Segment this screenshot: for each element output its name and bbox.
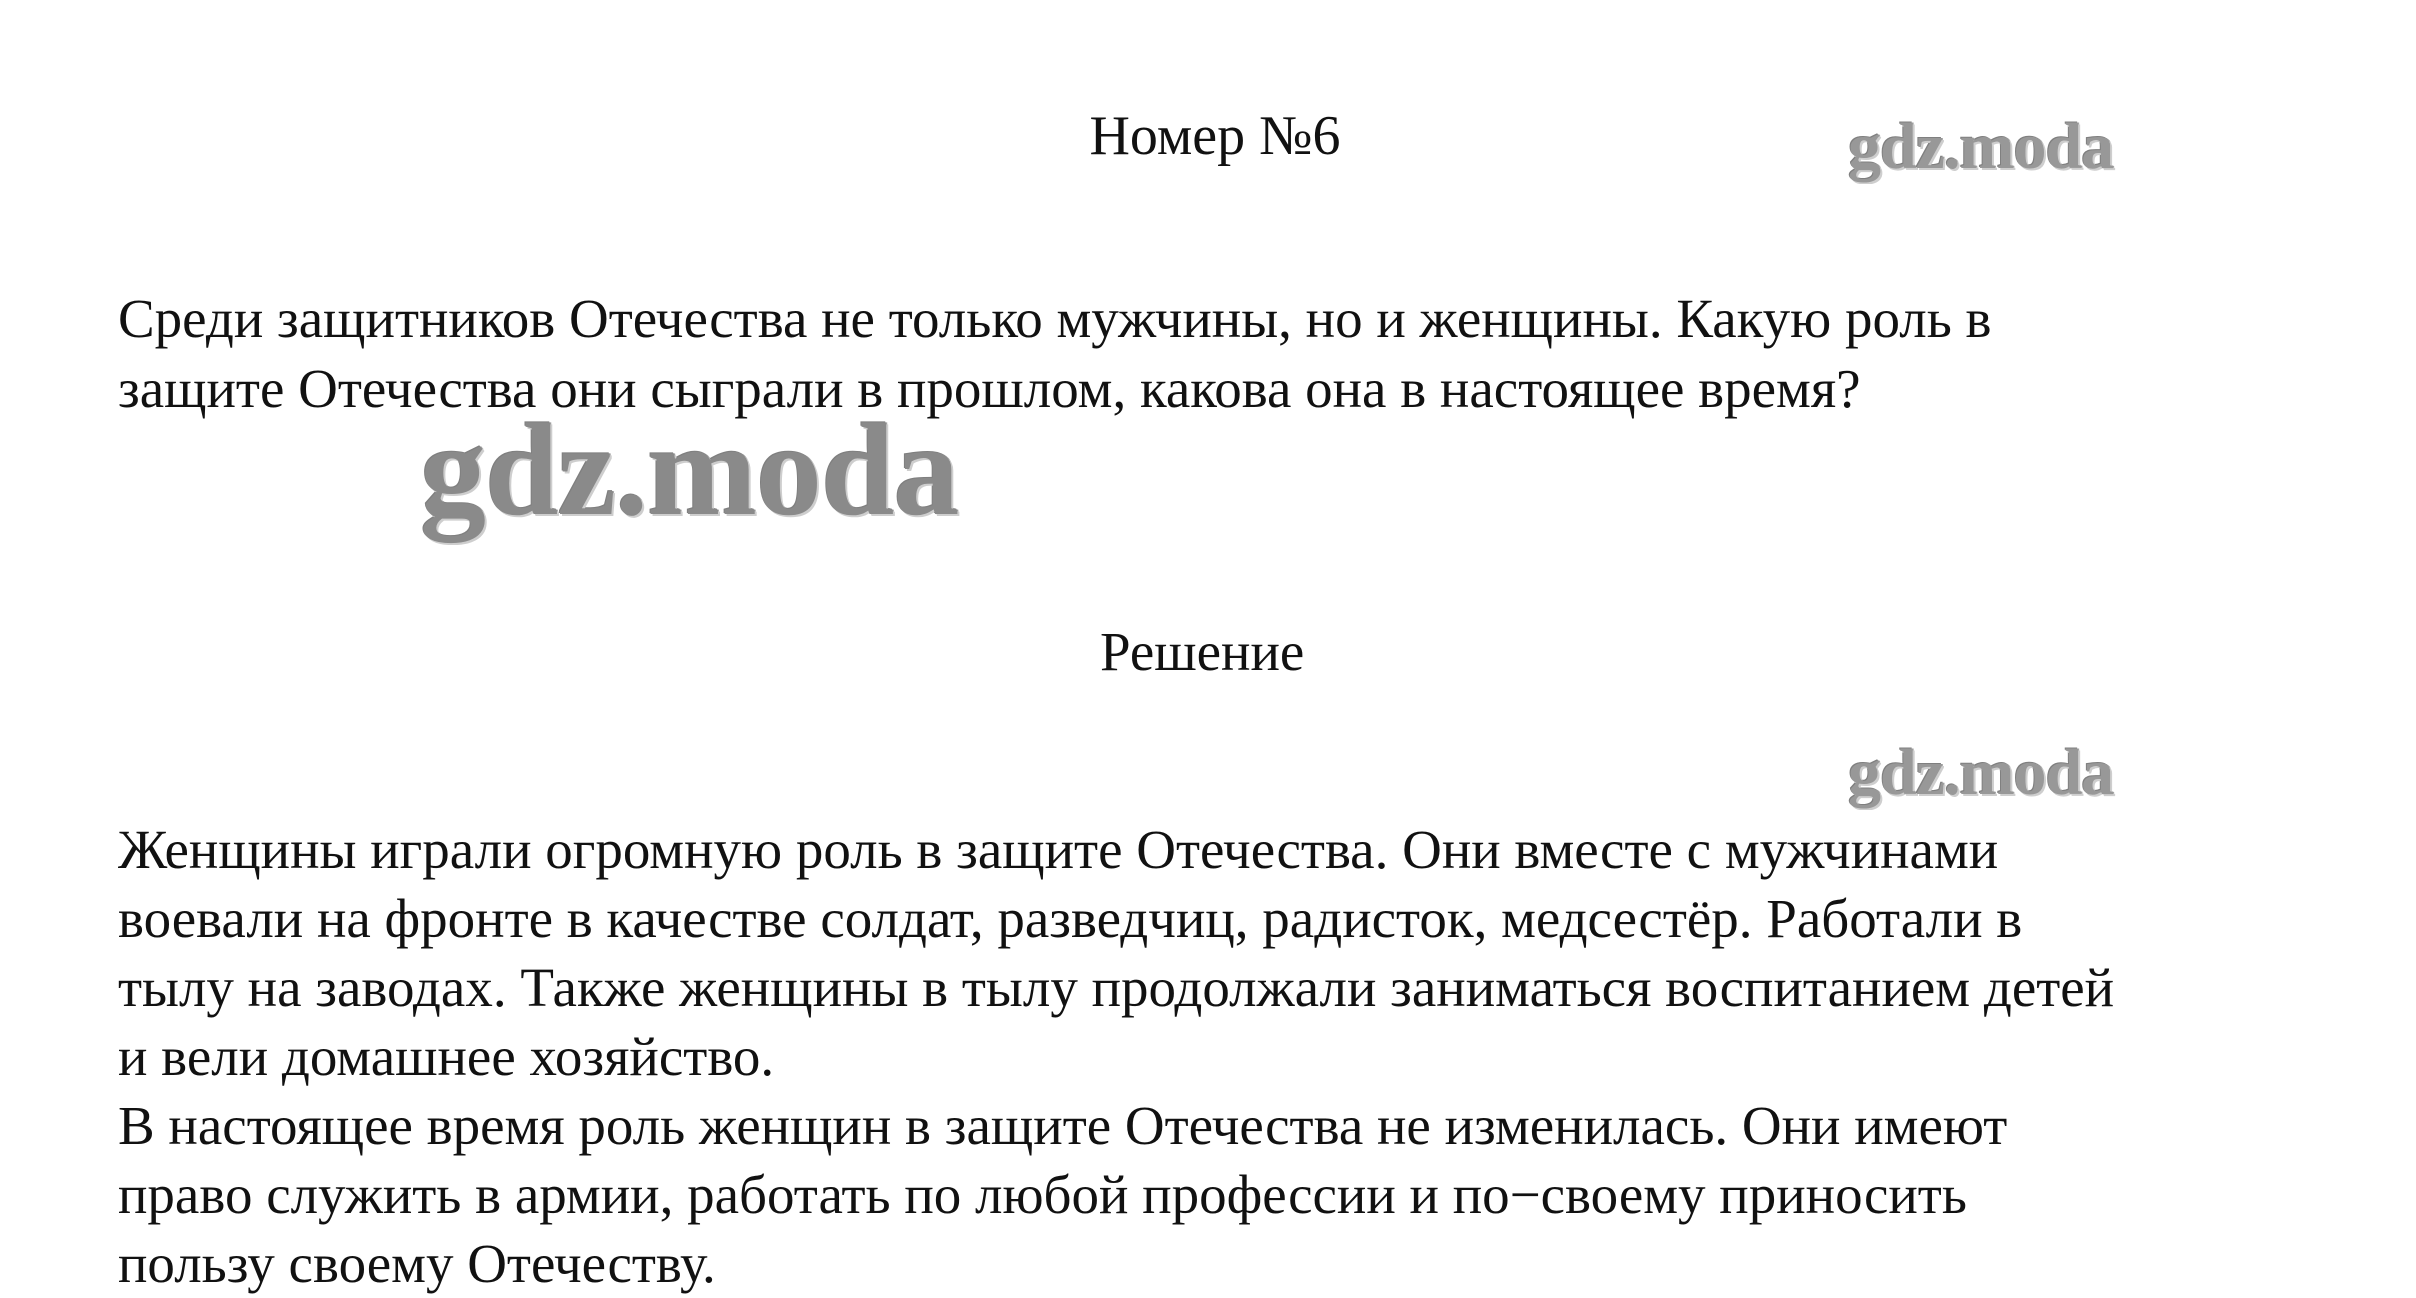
question-line: защите Отечества они сыграли в прошлом, какова она в настоящее время?: [118, 358, 1861, 419]
watermark-middle: gdz.moda: [420, 396, 959, 543]
answer-line: Женщины играли огромную роль в защите Отечества. Они вместе с мужчинами: [118, 819, 1999, 880]
answer-line: пользу своему Отечеству.: [118, 1233, 716, 1294]
question-line: Среди защитников Отечества не только мужчины, но и женщины. Какую роль в: [118, 288, 1992, 349]
watermark-top: gdz.moda: [1848, 110, 2114, 183]
answer-line: воевали на фронте в качестве солдат, разведчиц, радисток, медсестёр. Работали в: [118, 888, 2023, 949]
page-title: Номер №6: [1089, 105, 1341, 167]
watermark-bottom: gdz.moda: [1848, 736, 2114, 809]
answer-line: тылу на заводах. Также женщины в тылу продолжали заниматься воспитанием детей: [118, 957, 2115, 1018]
answer-line: и вели домашнее хозяйство.: [118, 1026, 775, 1087]
answer-text: [118, 815, 2358, 1298]
answer-line: право служить в армии, работать по любой профессии и по−своему приносить: [118, 1164, 1967, 1225]
answer-line: В настоящее время роль женщин в защите Отечества не изменилась. Они имеют: [118, 1095, 2008, 1156]
solution-heading: Решение: [1100, 621, 1305, 682]
